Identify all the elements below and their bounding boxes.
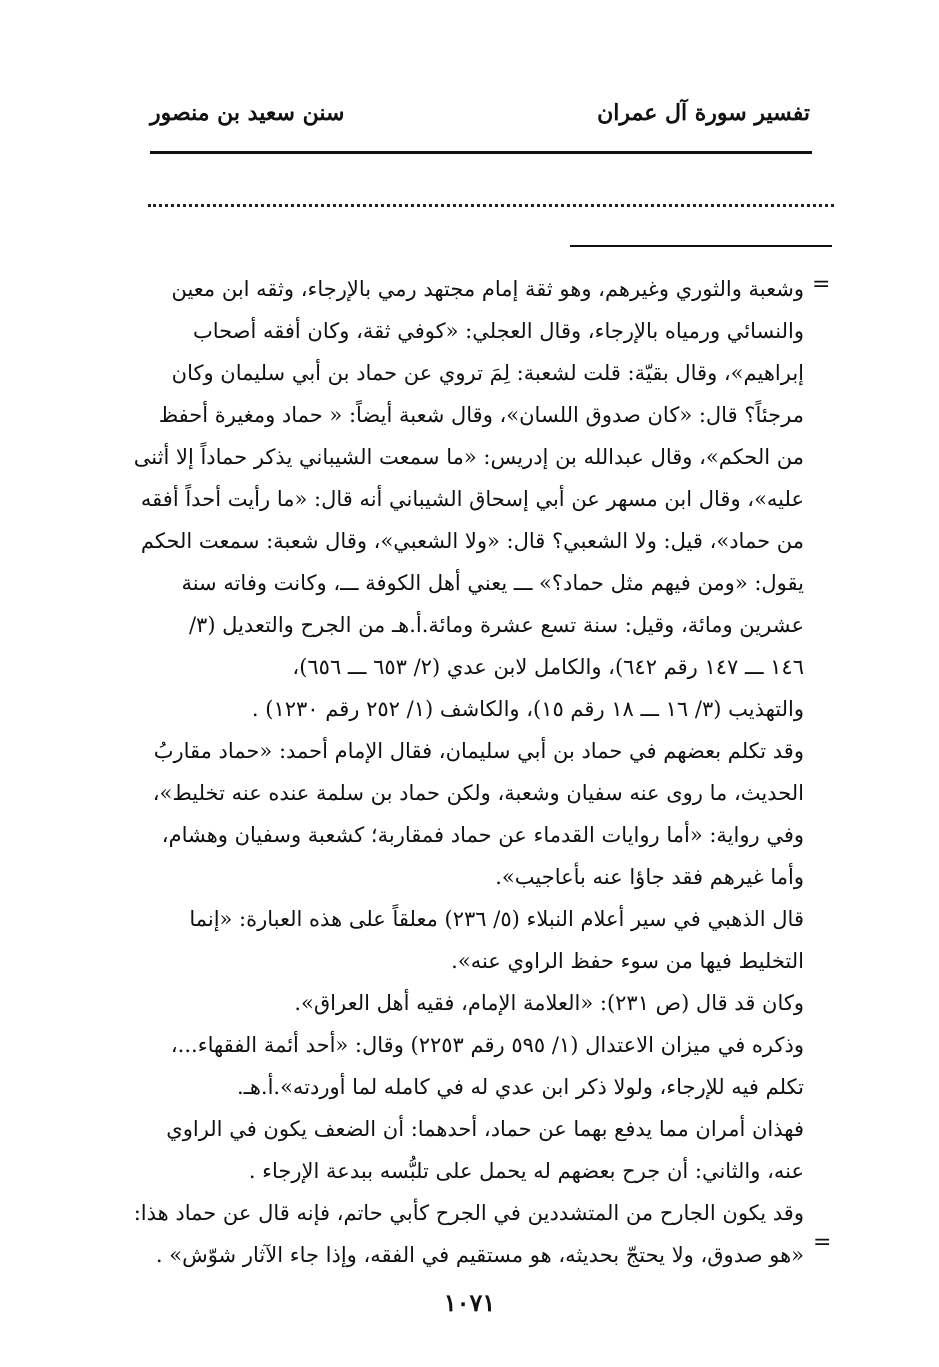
text-line: قال الذهبي في سير أعلام النبلاء (٥/ ٢٣٦) معلقاً على هذه العبارة: «إنما: [189, 907, 804, 931]
text-line: من حماد»، قيل: ولا الشعبي؟ قال: «ولا الشعبي»، وقال شعبة: سمعت الحكم: [140, 529, 804, 553]
text-line: وأما غيرهم فقد جاؤا عنه بأعاجيب».: [495, 865, 804, 889]
header-rule: [150, 151, 812, 154]
text-line: وشعبة والثوري وغيرهم، وهو ثقة إمام مجتهد رمي بالإرجاء، وثقه ابن معين: [171, 277, 804, 301]
surah-running-title: تفسير سورة آل عمران: [597, 100, 810, 126]
text-line: الحديث، ما روى عنه سفيان وشعبة، ولكن حماد بن سلمة عنده عنه تخليط»،: [152, 781, 804, 805]
footnote-text: [134, 268, 804, 1276]
text-line: مرجئاً؟ قال: «كان صدوق اللسان»، وقال شعبة أيضاً: « حماد ومغيرة أحفظ: [158, 403, 804, 427]
continuation-mark-top: =: [812, 272, 831, 297]
page-number: ١٠٧١: [443, 1288, 496, 1317]
book-running-title: سنن سعيد بن منصور: [150, 100, 345, 126]
text-line: يقول: «ومن فيهم مثل حماد؟» ـــ يعني أهل الكوفة ـــ، وكانت وفاته سنة: [181, 571, 804, 595]
text-line: عليه»، وقال ابن مسهر عن أبي إسحاق الشيباني أنه قال: «ما رأيت أحداً أفقه: [140, 487, 804, 511]
text-line: تكلم فيه للإرجاء، ولولا ذكر ابن عدي له في كامله لما أوردته».أ.هـ.: [237, 1075, 804, 1099]
text-line: ١٤٦ ـــ ١٤٧ رقم ٦٤٢)، والكامل لابن عدي (٢/ ٦٥٣ ـــ ٦٥٦)،: [292, 655, 804, 679]
continuation-mark-bottom: =: [813, 1230, 832, 1255]
text-line: وقد يكون الجارح من المتشددين في الجرح كأبي حاتم، فإنه قال عن حماد هذا:: [134, 1201, 804, 1225]
footnote-rule: [570, 245, 832, 247]
text-line: وقد تكلم بعضهم في حماد بن أبي سليمان، فقال الإمام أحمد: «حماد مقاربُ: [153, 739, 804, 763]
text-line: التخليط فيها من سوء حفظ الراوي عنه».: [451, 949, 804, 973]
text-line: وكان قد قال (ص ٢٣١): «العلامة الإمام، فقيه أهل العراق».: [294, 991, 804, 1015]
text-line: والتهذيب (٣/ ١٦ ـــ ١٨ رقم ١٥)، والكاشف (١/ ٢٥٢ رقم ١٢٣٠) .: [251, 697, 804, 721]
text-line: إبراهيم»، وقال بقيّة: قلت لشعبة: لِمَ تروي عن حماد بن أبي سليمان وكان: [171, 361, 804, 385]
text-line: من الحكم»، وقال عبدالله بن إدريس: «ما سمعت الشيباني يذكر حماداً إلا أثنى: [134, 445, 804, 469]
page-header: [150, 100, 810, 140]
text-line: وذكره في ميزان الاعتدال (١/ ٥٩٥ رقم ٢٢٥٣) وقال: «أحد أئمة الفقهاء...،: [170, 1033, 804, 1057]
text-line: وفي رواية: «أما روايات القدماء عن حماد فمقاربة؛ كشعبة وسفيان وهشام،: [161, 823, 804, 847]
text-line: عنه، والثاني: أن جرح بعضهم له يحمل على تلبُّسه ببدعة الإرجاء .: [248, 1159, 804, 1183]
text-line: فهذان أمران مما يدفع بهما عن حماد، أحدهما: أن الضعف يكون في الراوي: [166, 1117, 804, 1141]
text-line: والنسائي ورمياه بالإرجاء، وقال العجلي: «كوفي ثقة، وكان أفقه أصحاب: [192, 319, 804, 343]
text-line: «هو صدوق، ولا يحتجّ بحديثه، هو مستقيم في الفقه، وإذا جاء الآثار شوّش» .: [155, 1243, 804, 1267]
dotted-separator: [148, 204, 834, 207]
text-line: عشرين ومائة، وقيل: سنة تسع عشرة ومائة.أ.هـ من الجرح والتعديل (٣/: [188, 613, 804, 637]
